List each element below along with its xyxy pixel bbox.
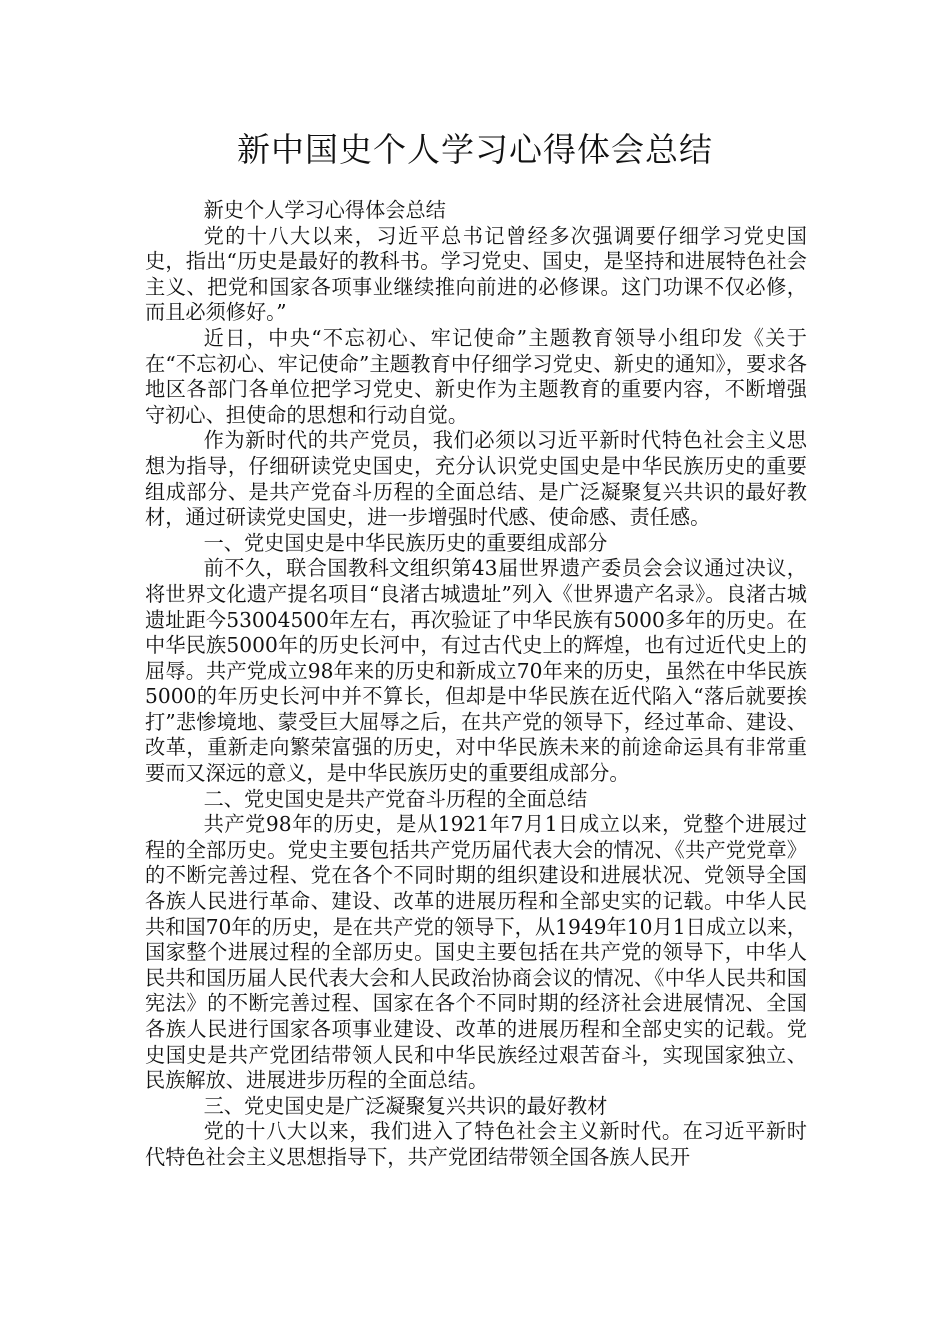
section-heading: 一、党史国史是中华民族历史的重要组成部分 <box>203 530 608 555</box>
document-title: 新中国史个人学习心得体会总结 <box>237 130 713 169</box>
body-paragraph: 近日，中央“不忘初心、牢记使命”主题教育领导小组印发《关于在“不忘初心、牢记使命”主题教育中仔细学习党史、新史的通知》，要求各地区各部门各单位把学习党史、新史作为主题教育的重要内容，不断增强守初心、担使命的思想和行动自觉。 <box>145 325 807 427</box>
document-body <box>145 198 807 1171</box>
section-heading: 二、党史国史是共产党奋斗历程的全面总结 <box>203 786 588 811</box>
body-paragraph: 党的十八大以来，我们进入了特色社会主义新时代。在习近平新时代特色社会主义思想指导下，共产党团结带领全国各族人民开 <box>145 1119 807 1169</box>
body-paragraph: 共产党98年的历史，是从1921年7月1日成立以来，党整个进展过程的全部历史。党史主要包括共产党历届代表大会的情况、《共产党党章》的不断完善过程、党在各个不同时期的组织建设和进展状况、党领导全国各族人民进行革命、建设、改革的进展历程和全部史实的记载。中华人民共和国70年的历史，是在共产党的领导下，从1949年10月1日成立以来，国家整个进展过程的全部历史。国史主要包括在共产党的领导下，中华人民共和国历届人民代表大会和人民政治协商会议的情况、《中华人民共和国宪法》的不断完善过程、国家在各个不同时期的经济社会进展情况、全国各族人民进行国家各项事业建设、改革的进展历程和全部史实的记载。党史国史是共产党团结带领人民和中华民族经过艰苦奋斗，实现国家独立、民族解放、进展进步历程的全面总结。 <box>145 812 807 1093</box>
subtitle-paragraph: 新史个人学习心得体会总结 <box>203 198 446 222</box>
body-paragraph: 作为新时代的共产党员，我们必须以习近平新时代特色社会主义思想为指导，仔细研读党史国史，充分认识党史国史是中华民族历史的重要组成部分、是共产党奋斗历程的全面总结、是广泛凝聚复兴共识的最好教材，通过研读党史国史，进一步增强时代感、使命感、责任感。 <box>145 428 807 530</box>
body-paragraph: 前不久，联合国教科文组织第43届世界遗产委员会会议通过决议，将世界文化遗产提名项目“良渚古城遗址”列入《世界遗产名录》。良渚古城遗址距今53004500年左右，再次验证了中华民族有5000多年的历史。在中华民族5000年的历史长河中，有过古代史上的辉煌，也有过近代史上的屈辱。共产党成立98年来的历史和新成立70年来的历史，虽然在中华民族5000的年历史长河中并不算长，但却是中华民族在近代陷入“落后就要挨打”悲惨境地、蒙受巨大屈辱之后，在共产党的领导下，经过革命、建设、改革，重新走向繁荣富强的历史，对中华民族未来的前途命运具有非常重要而又深远的意义，是中华民族历史的重要组成部分。 <box>145 556 807 786</box>
section-heading: 三、党史国史是广泛凝聚复兴共识的最好教材 <box>203 1093 608 1118</box>
body-paragraph: 党的十八大以来，习近平总书记曾经多次强调要仔细学习党史国史，指出“历史是最好的教科书。学习党史、国史，是坚持和进展特色社会主义、把党和国家各项事业继续推向前进的必修课。这门功课不仅必修，而且必须修好。” <box>145 223 807 325</box>
